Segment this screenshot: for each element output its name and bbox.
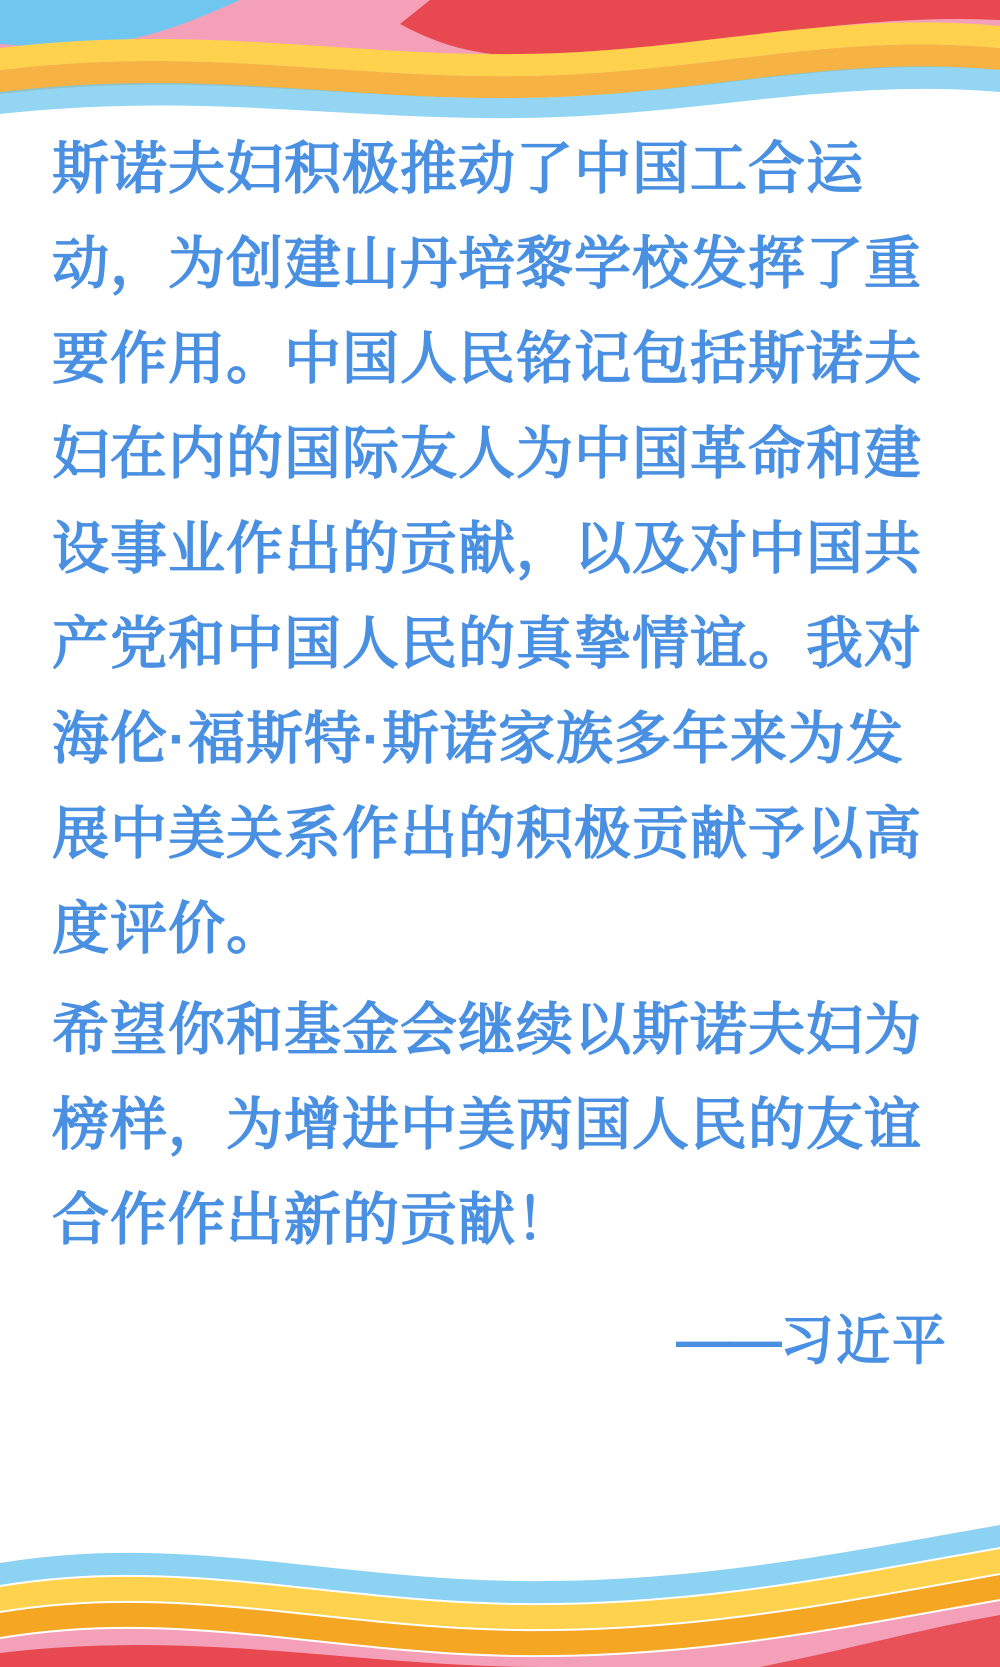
quote-block — [52, 122, 948, 1375]
quote-paragraph-1: 斯诺夫妇积极推动了中国工合运动，为创建山丹培黎学校发挥了重要作用。中国人民铭记包括斯诺夫妇在内的国际友人为中国革命和建设事业作出的贡献，以及对中国共产党和中国人民的真挚情谊。我对海伦·福斯特·斯诺家族多年来为发展中美关系作出的积极贡献予以高度评价。 — [52, 137, 922, 961]
quote-attribution — [52, 1298, 948, 1375]
bottom-decorative-ribbon — [0, 1447, 1000, 1667]
top-decorative-ribbon — [0, 0, 1000, 120]
attribution-dash: —— — [676, 1311, 780, 1371]
attribution-name: 习近平 — [780, 1311, 948, 1371]
quote-paragraph-2: 希望你和基金会继续以斯诺夫妇为榜样，为增进中美两国人民的友谊合作作出新的贡献！ — [52, 998, 922, 1252]
